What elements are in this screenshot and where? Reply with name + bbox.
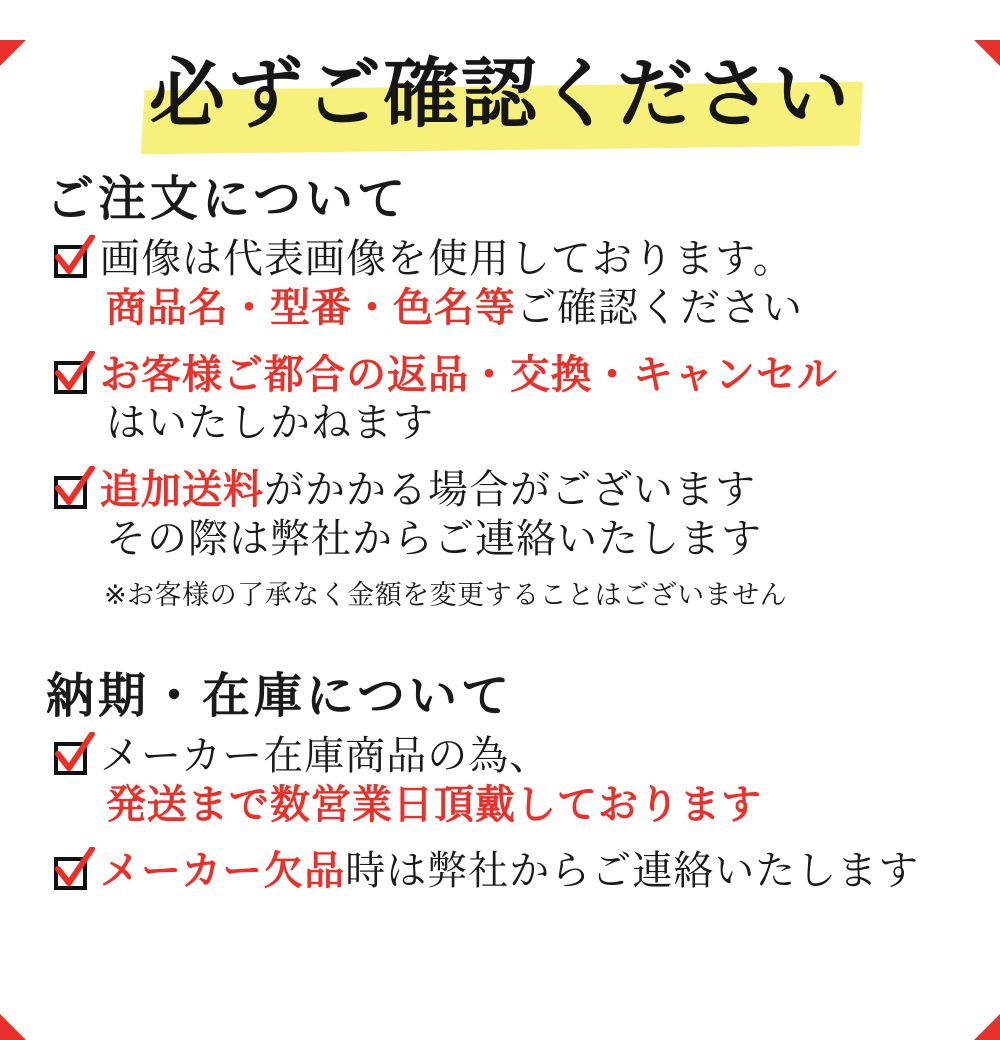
notice-item-line: [106, 781, 762, 830]
checkbox-checked-icon: [52, 472, 92, 512]
body-text: がかかる場合がございます: [264, 467, 756, 514]
notice-list-item: [52, 466, 1000, 564]
notice-item-line: [100, 466, 762, 515]
section-heading: ご注文について: [46, 171, 410, 227]
notice-list-item: [52, 732, 1000, 830]
emphasis-text: お客様ご都合の返品・交換・キャンセル: [100, 351, 838, 398]
checkbox-checked-icon: [52, 738, 92, 778]
notice-list-item: [52, 351, 1000, 449]
page-title-banner: [0, 40, 1000, 140]
emphasis-text: メーカー欠品: [100, 848, 346, 895]
checkbox-checked-icon: [52, 357, 92, 397]
corner-decoration-bottom-left: [0, 1014, 26, 1040]
checkbox-checked-icon: [52, 241, 92, 281]
notice-sections: [0, 160, 1000, 896]
emphasis-text: 商品名・型番・色名等: [106, 284, 516, 331]
notice-list-item: [52, 235, 1000, 333]
emphasis-text: 追加送料: [100, 467, 264, 514]
notice-item-line: [100, 847, 919, 896]
section-heading: 納期・在庫について: [46, 667, 514, 724]
notice-list-item: [52, 847, 1000, 896]
notice-item-line: [106, 399, 838, 448]
notice-item-line: [100, 235, 803, 284]
notice-item-line: [100, 351, 838, 400]
notice-item-text: [100, 351, 838, 449]
notice-item-text: [100, 466, 762, 564]
emphasis-text: 発送まで数営業日頂戴しております: [106, 781, 762, 828]
body-text: ご確認ください: [516, 284, 803, 331]
page-title: 必ずご確認ください: [149, 49, 851, 138]
body-text: はいたしかねます: [106, 400, 434, 447]
notice-item-text: [100, 235, 803, 333]
notice-item-text: [100, 732, 762, 830]
body-text: 画像は代表画像を使用しております。: [100, 236, 794, 282]
body-text: その際は弊社からご連絡いたします: [106, 515, 762, 562]
notice-item-line: [106, 284, 803, 333]
notice-item-line: [106, 515, 762, 564]
corner-decoration-bottom-right: [974, 1014, 1000, 1040]
notice-page: [0, 40, 1000, 1040]
body-text: 時は弊社からご連絡いたします: [345, 848, 920, 895]
notice-item-footnote: ※お客様の了承なく金額を変更することはございません: [104, 579, 788, 611]
corner-decoration-top-left: [0, 40, 26, 66]
body-text: メーカー在庫商品の為、: [100, 732, 551, 779]
notice-item-text: [100, 847, 919, 896]
checkbox-checked-icon: [52, 853, 92, 893]
notice-item-line: [100, 732, 762, 781]
corner-decoration-top-right: [974, 40, 1000, 66]
